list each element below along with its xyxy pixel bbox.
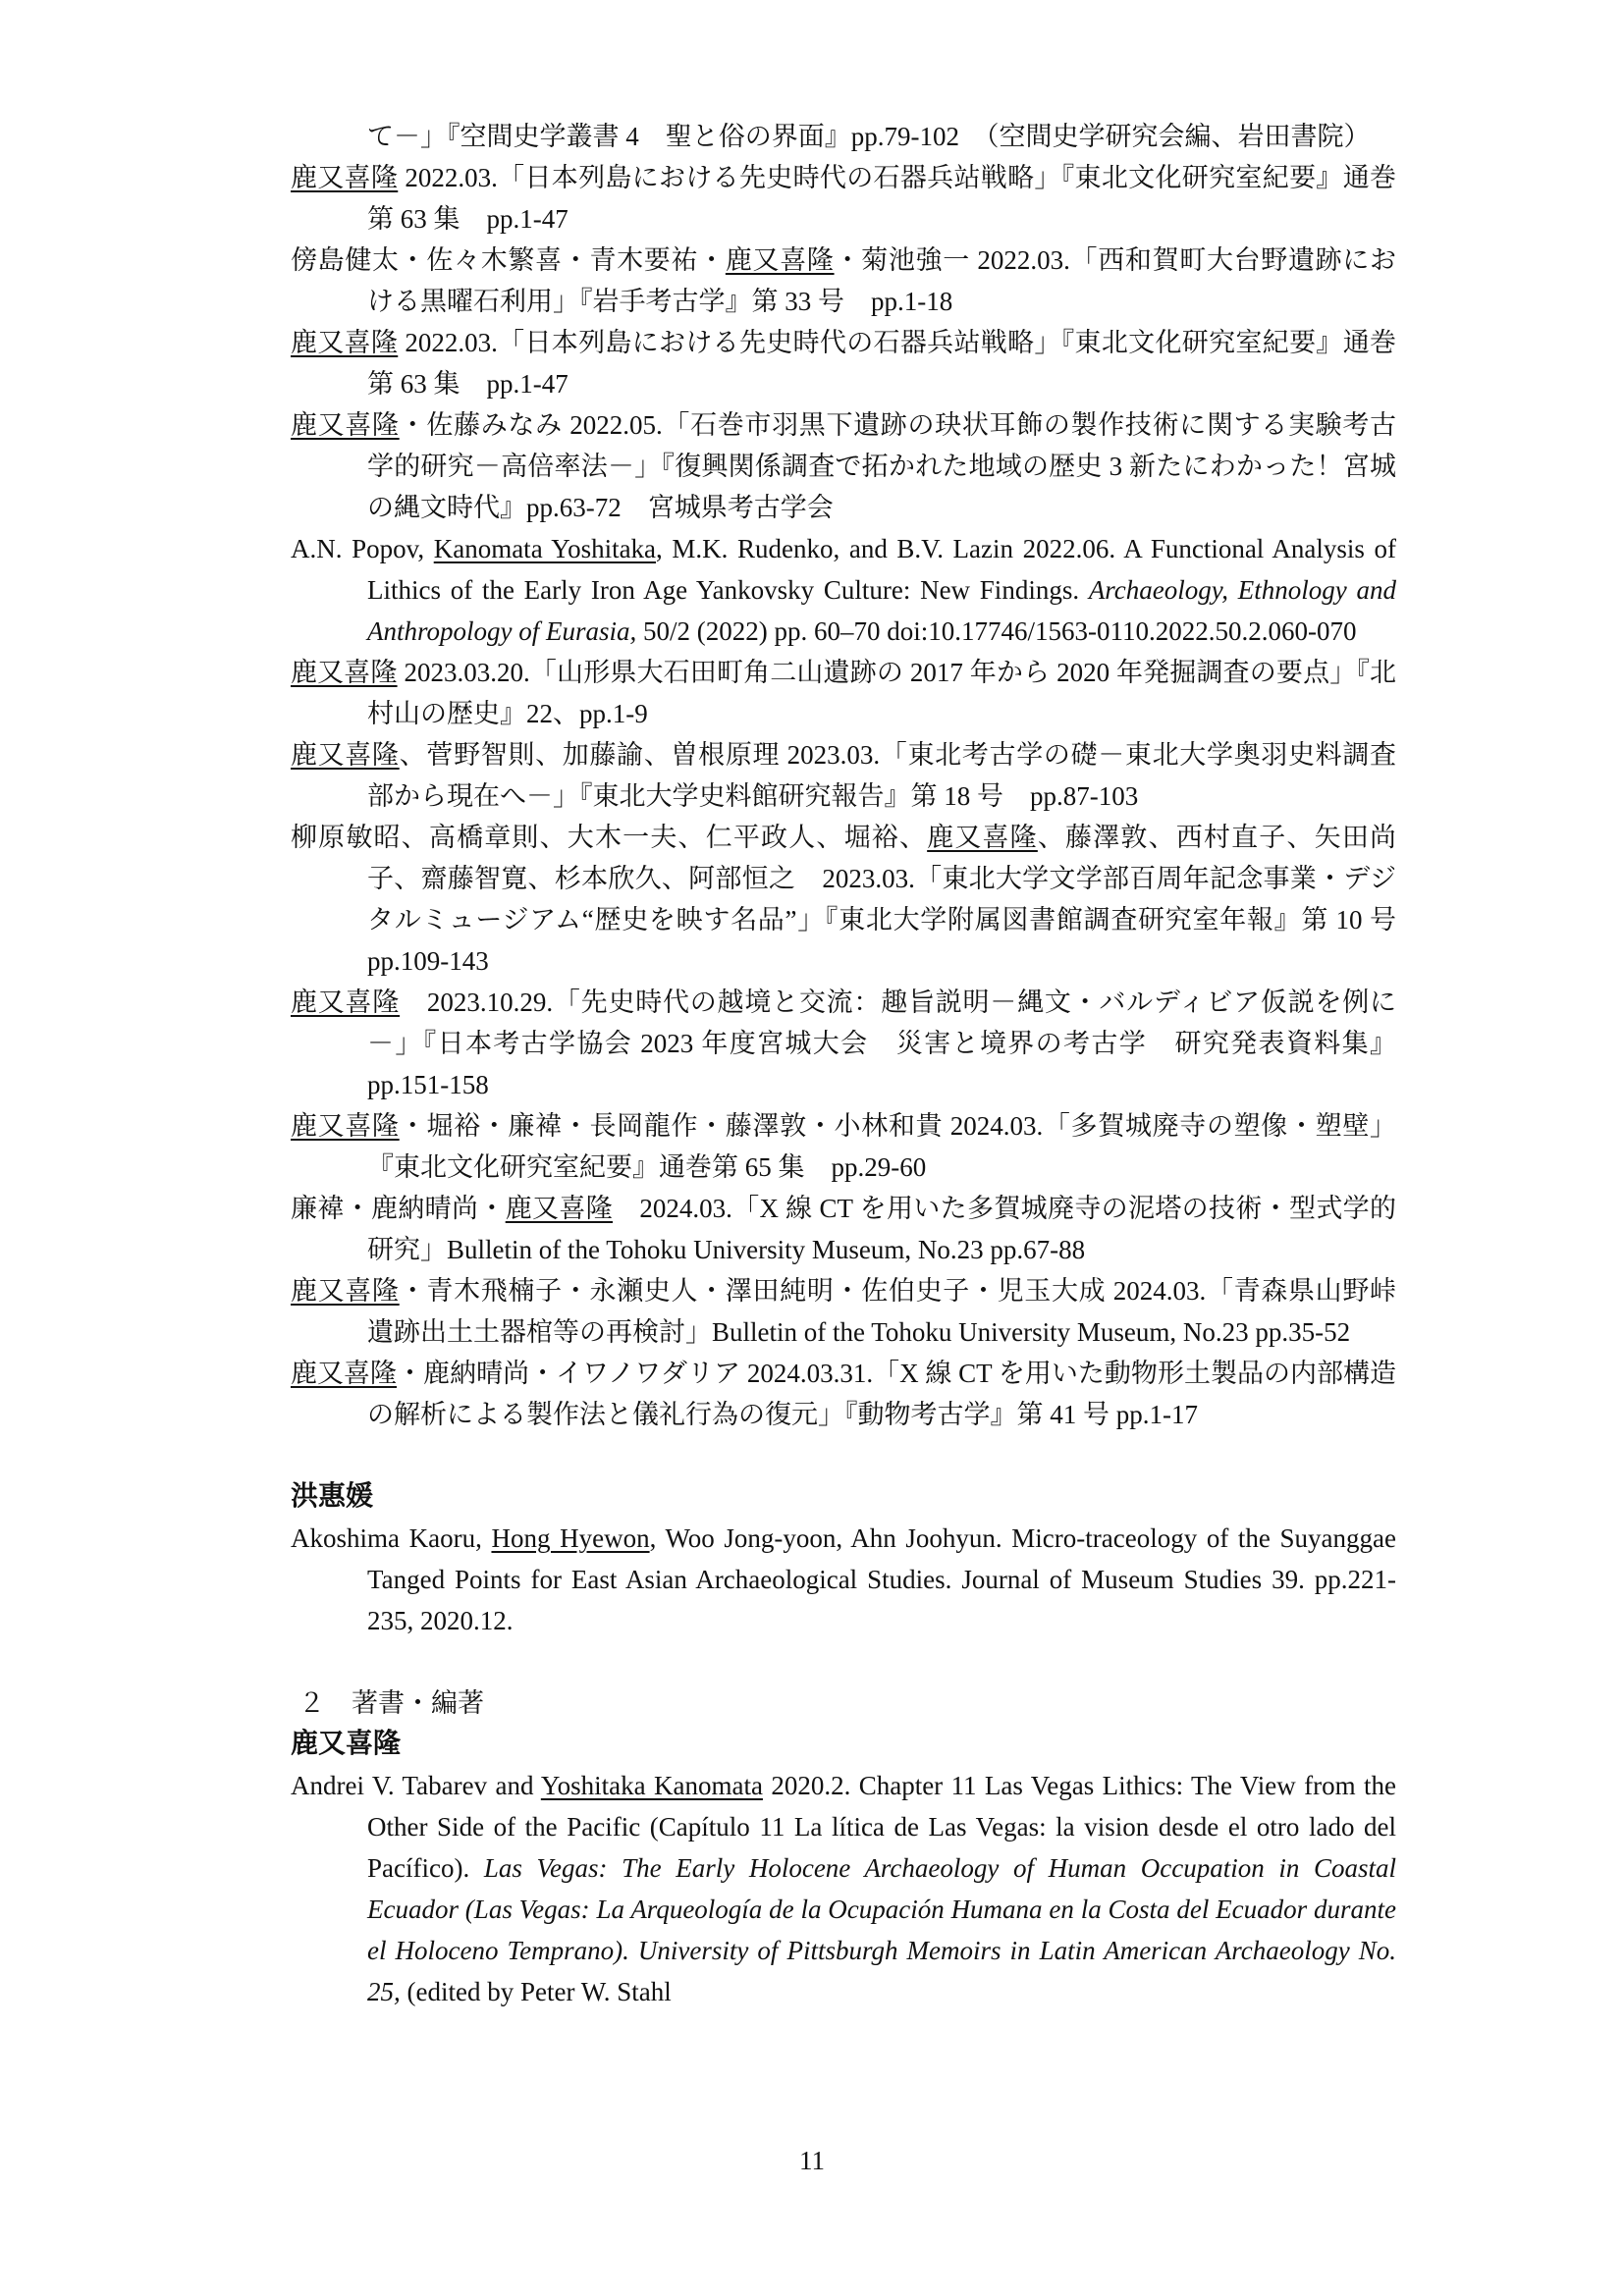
page-number: 11 bbox=[799, 2146, 825, 2175]
bib-entry: 鹿又喜隆・青木飛楠子・永瀬史人・澤田純明・佐伯史子・児玉大成 2024.03.「青森県山野峠遺跡出土土器棺等の再検討」Bulletin of the Tohoku University Museum, No.23 pp.35-52 bbox=[291, 1276, 1397, 1347]
bib-entry-tabarev: Andrei V. Tabarev and Yoshitaka Kanomata 2020.2. Chapter 11 Las Vegas Lithics: The View from the Other Side of the Pacific (Capítulo 11 La lítica de Las Vegas: la vision desde el otro lado del Pacífico). Las Vegas: The Early Holocene Archaeology of Human Occupation in Coastal Ecuador (Las Vegas: La Arqueología de la Ocupación Humana en la Costa del Ecuador durante el Holoceno Temprano). University of Pittsburgh Memoirs in Latin American Archaeology No. 25, (edited by Peter W. Stahl bbox=[291, 1771, 1397, 2006]
author-highlight: 鹿又喜隆 bbox=[291, 1359, 398, 1388]
bib-entry: 鹿又喜隆、菅野智則、加藤諭、曽根原理 2023.03.「東北考古学の礎－東北大学奥羽史料調査部から現在へ－」『東北大学史料館研究報告』第 18 号 pp.87-103 bbox=[291, 740, 1397, 811]
bib-entry: 鹿又喜隆 2022.03.「日本列島における先史時代の石器兵站戦略」『東北文化研究室紀要』通巻第 63 集 pp.1-47 bbox=[291, 163, 1397, 234]
bib-entry-continued: て－」『空間史学叢書 4 聖と俗の界面』pp.79-102 （空間史学研究会編、岩田書院） bbox=[367, 122, 1371, 151]
bib-entry: 鹿又喜隆 2023.10.29.「先史時代の越境と交流：趣旨説明－縄文・バルディビア仮説を例に－」『日本考古学協会 2023 年度宮城大会 災害と境界の考古学 研究発表資料集』pp.151-158 bbox=[291, 988, 1397, 1099]
bib-entry: 廉褘・鹿納晴尚・鹿又喜隆 2024.03.「X 線 CT を用いた多賀城廃寺の泥塔の技術・型式学的研究」Bulletin of the Tohoku University Museum, No.23 pp.67-88 bbox=[291, 1194, 1397, 1264]
bib-entry: 鹿又喜隆・堀裕・廉褘・長岡龍作・藤澤敦・小林和貴 2024.03.「多賀城廃寺の塑像・塑壁」『東北文化研究室紀要』通巻第 65 集 pp.29-60 bbox=[291, 1111, 1397, 1182]
author-highlight: Hong Hyewon bbox=[491, 1523, 650, 1553]
author-highlight: 鹿又喜隆 bbox=[291, 328, 399, 357]
author-highlight: 鹿又喜隆 bbox=[291, 410, 400, 440]
bib-list-journal-articles bbox=[291, 157, 1396, 528]
author-highlight: 鹿又喜隆 bbox=[505, 1194, 614, 1223]
bib-entry: 鹿又喜隆・鹿納晴尚・イワノワダリア 2024.03.31.「X 線 CT を用いた動物形土製品の内部構造の解析による製作法と儀礼行為の復元」『動物考古学』第 41 号 pp.1-17 bbox=[291, 1359, 1397, 1429]
bib-entry-hong: Akoshima Kaoru, Hong Hyewon, Woo Jong-yoon, Ahn Joohyun. Micro-traceology of the Suyanggae Tanged Points for East Asian Archaeological Studies. Journal of Museum Studies 39. pp.221-235, 2020.12. bbox=[291, 1523, 1397, 1635]
bib-list-more-articles bbox=[291, 652, 1423, 1435]
author-heading-hong: 洪惠媛 bbox=[291, 1481, 374, 1512]
bib-entry: 鹿又喜隆 2022.03.「日本列島における先史時代の石器兵站戦略」『東北文化研究室紀要』通巻第 63 集 pp.1-47 bbox=[291, 328, 1397, 399]
author-highlight: 鹿又喜隆 bbox=[291, 740, 400, 770]
author-highlight: 鹿又喜隆 bbox=[291, 1111, 400, 1141]
author-highlight: Yoshitaka Kanomata bbox=[540, 1771, 763, 1800]
book-title: Las Vegas: The Early Holocene Archaeology of Human Occupation in Coastal Ecuador (Las Vegas: La Arqueología de la Ocupación Humana en la Costa del Ecuador durante el Holoceno Temprano). University of Pittsburgh Memoirs in Latin American Archaeology No. 25, bbox=[367, 1853, 1397, 2006]
author-highlight: 鹿又喜隆 bbox=[291, 163, 399, 192]
bib-entry: 傍島健太・佐々木繁喜・青木要祐・鹿又喜隆・菊池強一 2022.03.「西和賀町大台野遺跡における黒曜石利用」『岩手考古学』第 33 号 pp.1-18 bbox=[291, 245, 1397, 316]
journal-title: Archaeology, Ethnology and Anthropology of Eurasia, bbox=[367, 575, 1396, 646]
bib-entry: 鹿又喜隆・佐藤みなみ 2022.05.「石巻市羽黒下遺跡の玦状耳飾の製作技術に関する実験考古学的研究－高倍率法－」『復興関係調査で拓かれた地域の歴史 3 新たにわかった！宮城の縄文時代』pp.63-72 宮城県考古学会 bbox=[291, 410, 1397, 522]
author-highlight: 鹿又喜隆 bbox=[927, 823, 1038, 852]
author-highlight: Kanomata Yoshitaka bbox=[433, 534, 657, 563]
author-highlight: 鹿又喜隆 bbox=[291, 658, 398, 687]
bibliography bbox=[291, 116, 1423, 2012]
author-highlight: 鹿又喜隆 bbox=[725, 245, 835, 275]
section-heading-books: ２ 著書・編著 bbox=[298, 1688, 484, 1718]
bib-entry: 鹿又喜隆 2023.03.20.「山形県大石田町角二山遺跡の 2017 年から 2020 年発掘調査の要点」『北村山の歴史』22、pp.1-9 bbox=[291, 658, 1397, 728]
author-highlight: 鹿又喜隆 bbox=[291, 1276, 400, 1306]
bib-entry-popov: A.N. Popov, Kanomata Yoshitaka, M.K. Rudenko, and B.V. Lazin 2022.06. A Functional Analysis of Lithics of the Early Iron Age Yankovsky Culture: New Findings. Archaeology, Ethnology and Anthropology of Eurasia, 50/2 (2022) pp. 60–70 doi:10.17746/1563-0110.2022.50.2.060-070 bbox=[291, 534, 1397, 646]
author-highlight: 鹿又喜隆 bbox=[291, 988, 401, 1017]
bib-entry: 柳原敏昭、高橋章則、大木一夫、仁平政人、堀裕、鹿又喜隆、藤澤敦、西村直子、矢田尚子、齋藤智寛、杉本欣久、阿部恒之 2023.03.「東北大学文学部百周年記念事業・デジタルミュージアム“歴史を映す名品”」『東北大学附属図書館調査研究室年報』第 10 号 pp.109-143 bbox=[291, 823, 1423, 976]
author-heading-kanomata: 鹿又喜隆 bbox=[291, 1729, 402, 1759]
